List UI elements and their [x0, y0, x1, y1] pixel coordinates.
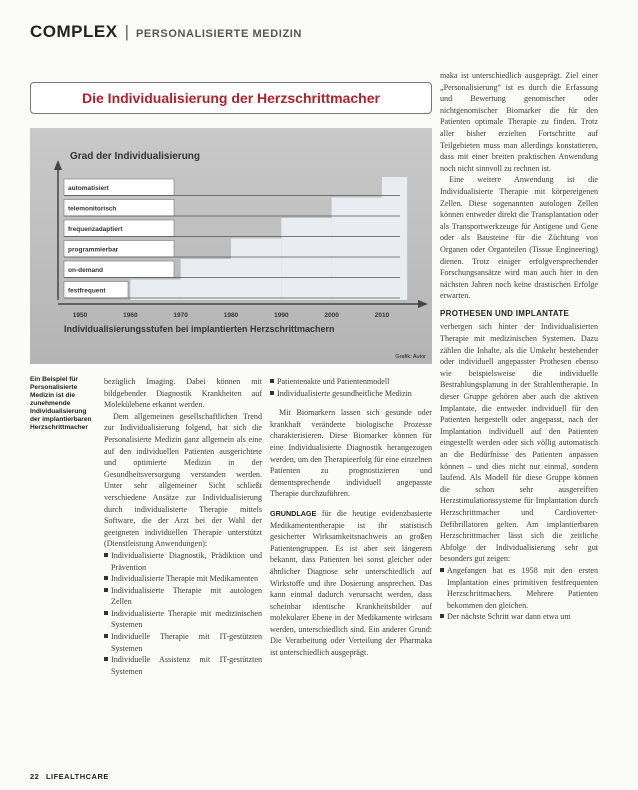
- x-tick-label: 1950: [72, 312, 88, 319]
- level-label: programmierbar: [68, 246, 119, 254]
- paragraph: Dem allgemeinen gesellschaftlichen Trend zur Individualisierung folgend, hat sich die Personalisierte Medizin ganz allgemein als eine auf den individuellen Patienten ausgerichtete und optimierte Medizin in der Gesundheitsversorgung verstanden werden. Unter sehr allgemeiner Sicht schließt verschiedene Ansätze zur Individualisierung durch individualisierte Therapie mittels Software, die der Arzt bei der Wahl der geeigneten individuellen Therapie unterstützt (Dienstleistung Anwendungen):: [104, 411, 262, 549]
- list-item: Individuelle Assistenz mit IT-gestützten Systemen: [104, 654, 262, 677]
- level-label: on-demand: [68, 266, 104, 274]
- list-item: Patientenakte und Patientenmodell: [270, 376, 432, 388]
- magazine-brand: COMPLEX: [30, 22, 118, 41]
- paragraph: Eine weitere Anwendung ist die Individualisierte Therapie mit körpereigenen Zellen. Diese sogenannten autologen Zellen können entweder direkt die Transplantation oder als Transportwerkzeuge für Antigene und Gene oder als Bausteine für die Züchtung von Organen oder Organteilen (Tissue Engineering) dienen. Trotz einiger erfolgversprechender Forschungsansätze wird man auch hier in den nächsten Jahren noch keine drastischen Erfolge erwarten.: [440, 175, 598, 301]
- x-tick-label: 1990: [274, 312, 289, 319]
- chart-bar: [332, 198, 382, 301]
- column-3: [440, 70, 598, 623]
- individualization-chart: [30, 128, 432, 364]
- paragraph: verbergen sich hinter der Individualisierten Therapie mit medizinischen Systemen. Dazu zählen die Inhalte, als die Umkehr bestehender oder individuell angepasster Prothesen ebenso wie beispielsweise die individuelle Bestrahlungsplanung in der Strahlentherapie. In dieser Gruppe gehören aber auch die aktiven Implantate, die entweder individuell für den Patienten hergestellt oder angepasst, nach der Implantation individuell auf den Patienten eingestellt werden oder sich völlig automatisch an die Bedürfnisse des Patienten anpassen können – und dies nicht nur einmal, sondern laufend. Als Modell für diese Gruppe können die schon sehr ausgereiften Herzstimulationssysteme für Implantation durch Herzschrittmacher und Cardioverter-Defibrillatoren gelten. Am implantierbaren Herzschrittmacher lässt sich die zeitliche Abfolge der Individualisierung sehr gut besonders gut zeigen:: [440, 322, 598, 564]
- list-item: Individualisierte gesundheitliche Medizin: [270, 388, 432, 400]
- bullet-icon: [270, 379, 274, 383]
- x-tick-label: 1980: [223, 312, 239, 319]
- x-tick-label: 1970: [173, 312, 188, 319]
- column-1: [104, 376, 262, 677]
- level-label: automatisiert: [68, 184, 109, 192]
- paragraph: maka ist unterschiedlich ausgeprägt. Ziel einer „Personalisierung“ ist es durch die Erfassung und Bewertung genomischer oder nichtgenomischer Biomarker die für den Patienten optimale Therapie zu finden. Trotz aller bisher erzielten Fortschritte auf Teilgebieten muss man allerdings konstatieren, dass mit einer breiten praktischen Anwendung noch nicht sinnvoll zu rechnen ist.: [440, 71, 598, 173]
- chart-panel: [30, 128, 432, 364]
- level-label: festfrequent: [68, 287, 106, 295]
- figure-title: Die Individualisierung der Herzschrittmacher: [82, 90, 380, 106]
- x-tick-label: 2010: [374, 312, 390, 319]
- bullet-icon: [440, 568, 444, 572]
- chart-title: Grad der Individualisierung: [70, 151, 201, 162]
- header-separator: |: [124, 22, 129, 41]
- x-tick-label: 2000: [324, 312, 339, 319]
- paragraph-with-lead: GRUNDLAGE für die heutige evidenzbasierte Medikamententherapie ist ihr statistisch gesicherter Wirksamkeitsnachweis an großen Patientengruppen. Es ist aber seit längerem bekannt, dass Patienten bei sonst gleicher oder ähnlicher Diagnose sehr unterschiedlich auf Wirkstoffe und ihre Dosierung ansprechen. Das kann einmal dadurch verursacht werden, dass scheinbar identische Krankheitsbilder auf molekularer Ebene in der Medikamente wirksam werden, unterschiedlich sind. Ein anderer Grund: Die Verarbeitung oder Verteilung der Pharmaka ist unterschiedlich ausgeprägt.: [270, 508, 432, 658]
- chart-bar: [130, 280, 180, 301]
- page-footer: [30, 772, 109, 781]
- bullet-icon: [270, 391, 274, 395]
- y-axis-arrow-icon: [54, 160, 62, 170]
- bullet-icon: [440, 614, 444, 618]
- bullet-icon: [104, 576, 108, 580]
- x-axis-label: Individualisierungsstufen bei implantierten Herzschrittmachern: [64, 324, 335, 334]
- level-label: telemonitorisch: [68, 205, 117, 213]
- subheading: PROTHESEN UND IMPLANTATE: [440, 308, 570, 318]
- page-number: 22: [30, 772, 40, 781]
- list-item: Der nächste Schritt war dann etwa um: [440, 611, 598, 623]
- chart-bar: [231, 239, 281, 301]
- level-label: frequenzadaptiert: [68, 225, 123, 233]
- chart-bar: [181, 259, 231, 300]
- bullet-icon: [104, 657, 108, 661]
- lead-word: GRUNDLAGE: [270, 508, 317, 518]
- bullet-icon: [104, 553, 108, 557]
- list-item: Individuelle Therapie mit IT-gestützten Systemen: [104, 631, 262, 654]
- page-header: [30, 22, 610, 44]
- list-item: Individualisierte Therapie mit medizinischen Systemen: [104, 608, 262, 631]
- list-item: Individualisierte Therapie mit autologen Zellen: [104, 585, 262, 608]
- list-item: Individualisierte Diagnostik, Prädiktion und Prävention: [104, 550, 262, 573]
- paragraph: bezüglich Imaging. Dabei können mit bildgebender Diagnostik Krankheiten auf Molekülebene erkannt werden.: [104, 377, 262, 410]
- column-2: [270, 376, 432, 659]
- section-title: PERSONALISIERTE MEDIZIN: [135, 28, 302, 40]
- x-axis-arrow-icon: [418, 300, 428, 308]
- list-item: Angefangen hat es 1958 mit den ersten Implantation eines primitiven festfrequenten Herzschrittmachers. Mehrere Patienten bekommen den gleichen.: [440, 565, 598, 611]
- bullet-icon: [104, 611, 108, 615]
- paragraph: Mit Biomarkern lassen sich gesunde oder krankhaft veränderte biologische Prozesse charakterisieren. Diese Biomarker können für eine Individualisierte Diagnostik herangezogen werden, um den Therapieerfolg für eine einzelnen Patienten zu prognostizieren und dementsprechende individuell angepasste Therapie durchzuführen.: [270, 408, 432, 499]
- figure-caption: Ein Beispiel für Personalisierte Medizin ist die zunehmende Individualisierung der implantierbaren Herzschrittmacher: [30, 376, 92, 431]
- x-tick-label: 1960: [123, 312, 138, 319]
- figure-credit: Grafik: Autor: [395, 354, 426, 360]
- figure-title-box: [30, 82, 432, 114]
- list-item: Individualisierte Therapie mit Medikamenten: [104, 573, 262, 585]
- chart-bar: [281, 218, 331, 300]
- bullet-icon: [104, 634, 108, 638]
- bullet-icon: [104, 588, 108, 592]
- magazine-name: LIFEALTHCARE: [45, 772, 109, 781]
